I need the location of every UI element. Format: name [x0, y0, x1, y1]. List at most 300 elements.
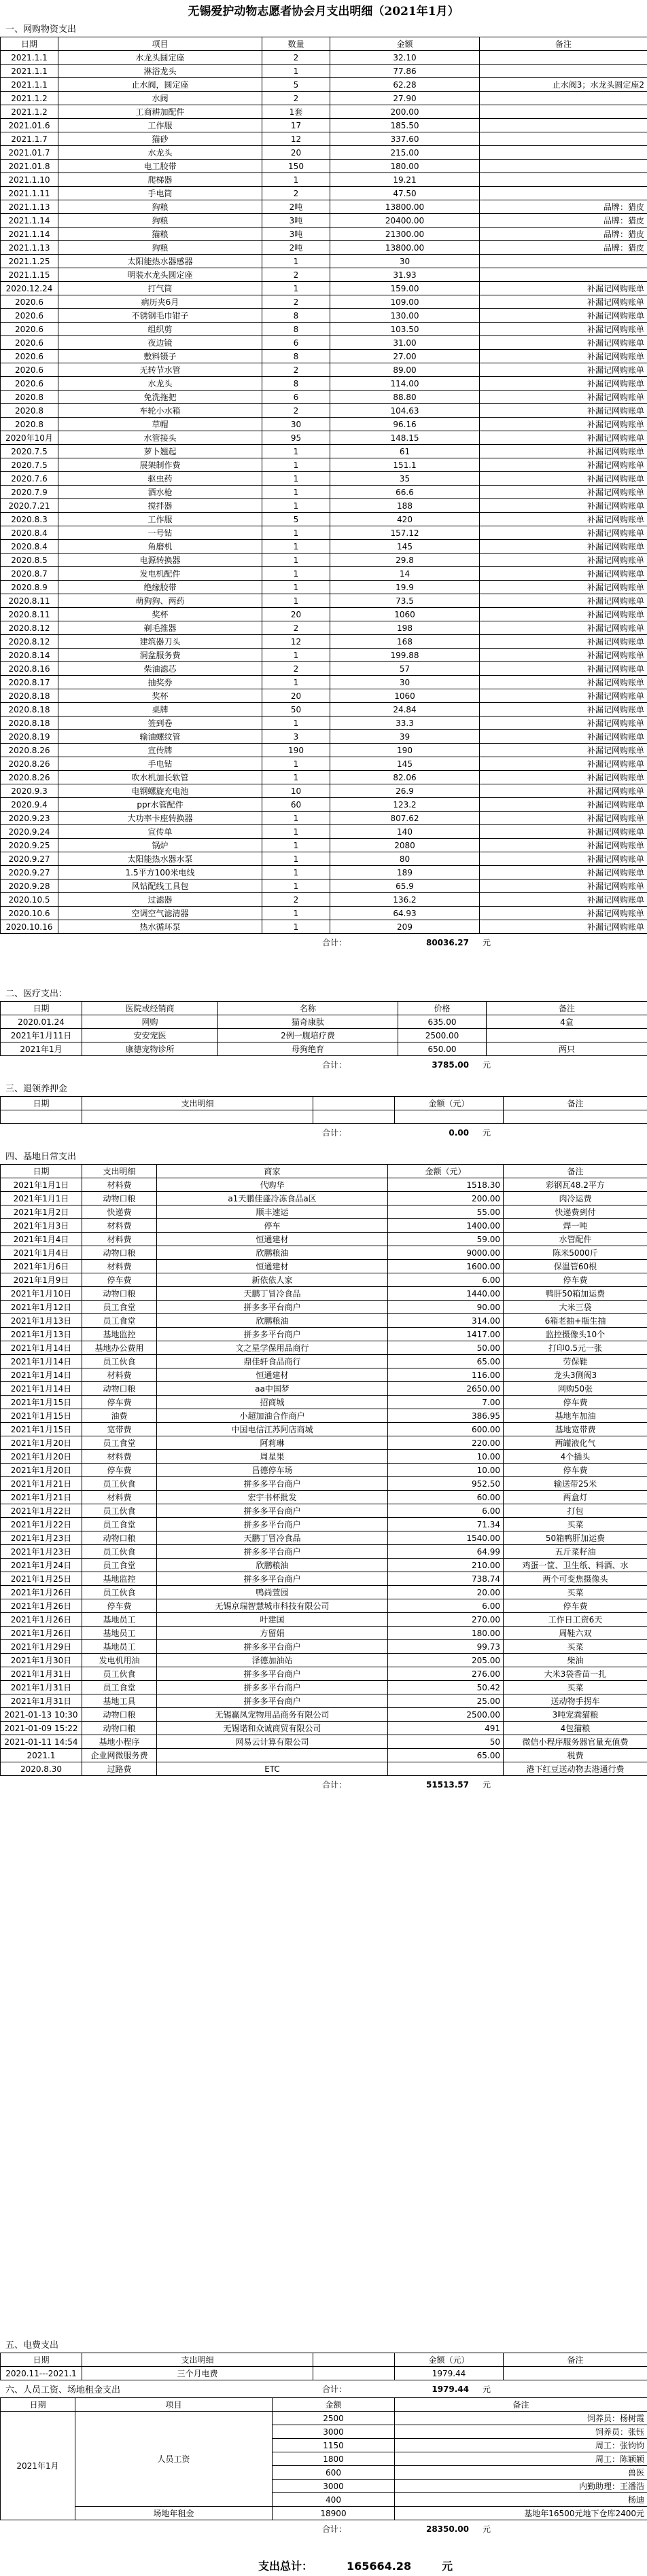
table-cell: 2021年1月23日 [1, 1545, 82, 1559]
table-cell: 807.62 [330, 812, 480, 825]
table-cell: 1060 [330, 689, 480, 703]
table-cell: 2吨 [262, 241, 330, 255]
table-cell: 动物口粮 [82, 1246, 157, 1260]
table-row [1, 1627, 647, 1640]
table-row [1, 1681, 647, 1694]
table-cell: 738.74 [388, 1572, 504, 1586]
table-row [1, 1464, 647, 1477]
table-cell: 2020.8.18 [1, 689, 58, 703]
table-cell: 2021年1月31日 [1, 1681, 82, 1694]
table-row [1, 1192, 647, 1205]
table-cell: 拼多多平台商户 [157, 1681, 388, 1694]
table-cell: 2021年1月1日 [1, 1178, 82, 1192]
table-cell: 补漏记网购账单 [480, 703, 647, 716]
table-cell: 恒通建材 [157, 1260, 388, 1273]
page-title: 无锡爱护动物志愿者协会月支出明细（2021年1月） [188, 5, 459, 18]
table-cell: 欣鹏粮油 [157, 1559, 388, 1572]
table-cell [480, 51, 647, 65]
table-cell: 2 [262, 268, 330, 282]
table-cell: 2021年1月10日 [1, 1287, 82, 1301]
grand-total-value: 165664.28 [347, 2560, 412, 2573]
table-cell: 1400.00 [388, 1219, 504, 1233]
table-cell: 25.00 [388, 1694, 504, 1708]
table-row [1, 1423, 647, 1436]
table-cell: 2020.8.11 [1, 608, 58, 621]
table-row [1, 1382, 647, 1396]
table-cell: 材料费 [82, 1260, 157, 1273]
table-row [1, 907, 647, 920]
table-cell: 两罐液化气 [504, 1436, 647, 1450]
table-cell: 180.00 [388, 1627, 504, 1640]
table-cell: 2 [262, 363, 330, 377]
grand-total-label: 支出总计： [258, 2560, 313, 2573]
table-row [1, 1368, 647, 1382]
table-cell: 20 [262, 146, 330, 160]
table-cell: 鸡蛋一筐、卫生纸、料酒、水 [504, 1559, 647, 1572]
table-cell: 1 [262, 472, 330, 486]
table-cell: 手电钻 [58, 757, 262, 771]
table-row [1, 431, 647, 445]
table-cell: 2020.9.23 [1, 812, 58, 825]
table-cell: 夜边镜 [58, 336, 262, 350]
table-cell: 3吨宠粪猫粮 [504, 1708, 647, 1722]
table-cell: 2021年1月14日 [1, 1368, 82, 1382]
column-header [313, 1097, 395, 1110]
table-row [1, 404, 647, 418]
table-cell: 补漏记网购账单 [480, 649, 647, 662]
table-cell: 200.00 [388, 1192, 504, 1205]
table-cell: 拼多多平台商户 [157, 1694, 388, 1708]
table-row [1, 1654, 647, 1667]
table-cell: 补漏记网购账单 [480, 608, 647, 621]
table-cell: 2020.8.12 [1, 621, 58, 635]
table-cell: 60 [262, 798, 330, 812]
table-cell: 周星果 [157, 1450, 388, 1464]
table-row [1, 1029, 647, 1042]
table-cell: 66.6 [330, 486, 480, 499]
table-cell: 输送带25米 [504, 1477, 647, 1491]
table-row [1, 1708, 647, 1722]
table-cell: 2021年1月13日 [1, 1328, 82, 1341]
table-row [1, 716, 647, 730]
table-cell: 2020.6 [1, 336, 58, 350]
table-cell: 基地工具 [82, 1694, 157, 1708]
table-cell: 50 [262, 703, 330, 716]
table-cell: 136.2 [330, 893, 480, 907]
table-cell: 补漏记网购账单 [480, 716, 647, 730]
table-row [1, 336, 647, 350]
table-cell: 拼多多平台商户 [157, 1504, 388, 1518]
table-header-row [1, 2353, 647, 2367]
table-cell: 31.00 [330, 336, 480, 350]
table-cell: 角磨机 [58, 540, 262, 554]
table-cell: 50.00 [388, 1341, 504, 1355]
table-cell: 饲养员：张钰 [395, 2425, 647, 2439]
table-cell: 鸭尚萱园 [157, 1586, 388, 1599]
table-cell: 1 [262, 594, 330, 608]
table-cell: 拼多多平台商户 [157, 1328, 388, 1341]
table-cell: 2020.7.21 [1, 499, 58, 513]
table-cell: 补漏记网购账单 [480, 825, 647, 839]
section-heading-daily-expenses: 四、基地日常支出 [5, 1152, 77, 1162]
table-row [1, 798, 647, 812]
table-row [1, 1477, 647, 1491]
table-cell: 补漏记网购账单 [480, 526, 647, 540]
table-cell: 2020.9.25 [1, 839, 58, 852]
table-row [1, 744, 647, 757]
table-cell: 4个插头 [504, 1450, 647, 1464]
table-row [1, 92, 647, 105]
table-cell: 1 [262, 581, 330, 594]
table-cell: 手电筒 [58, 187, 262, 200]
table-row [1, 526, 647, 540]
column-header: 日期 [1, 2398, 75, 2412]
table-cell: 昌德停车场 [157, 1464, 388, 1477]
table-cell: 两个可变焦摄像头 [504, 1572, 647, 1586]
table-cell: 220.00 [388, 1436, 504, 1450]
table-cell: 1 [262, 567, 330, 581]
table-cell: 五斤菜籽油 [504, 1545, 647, 1559]
table-cell: 30 [330, 255, 480, 268]
table-cell: 补漏记网购账单 [480, 295, 647, 309]
column-header: 备注 [504, 1165, 647, 1178]
table-row [1, 594, 647, 608]
table-row [1, 621, 647, 635]
table-cell: 2021年1月20日 [1, 1464, 82, 1477]
table-cell: 补漏记网购账单 [480, 309, 647, 323]
table-row [1, 282, 647, 295]
table-cell: 恒通建材 [157, 1368, 388, 1382]
table-cell: 2吨 [262, 200, 330, 214]
table-cell: 2021年1月3日 [1, 1219, 82, 1233]
table-cell: 无锡诺和众诚商贸有限公司 [157, 1722, 388, 1735]
table-cell: 过路费 [82, 1762, 157, 1776]
table-cell: 抽奖券 [58, 676, 262, 689]
table-cell: 210.00 [388, 1559, 504, 1572]
table-cell: 2020.8.17 [1, 676, 58, 689]
table-cell: 不锈钢毛巾钳子 [58, 309, 262, 323]
table-cell: 网易云计算有限公司 [157, 1735, 388, 1749]
table-cell: 狗粮 [58, 241, 262, 255]
column-header: 项目 [75, 2398, 273, 2412]
table-cell: 补漏记网购账单 [480, 594, 647, 608]
column-header: 价格 [398, 1002, 487, 1015]
table-cell: 8 [262, 377, 330, 391]
table-cell: 补漏记网购账单 [480, 676, 647, 689]
table-cell: 补漏记网购账单 [480, 363, 647, 377]
table-cell: 拼多多平台商户 [157, 1518, 388, 1531]
table-cell: 2020.6 [1, 295, 58, 309]
table-cell: 淋浴龙头 [58, 65, 262, 78]
table-cell: 2021.1.2 [1, 105, 58, 119]
table-row [1, 1694, 647, 1708]
table-cell: 30 [262, 418, 330, 431]
table-row [1, 309, 647, 323]
table-cell: 13800.00 [330, 241, 480, 255]
table-row [1, 866, 647, 879]
table-cell: 4盒 [487, 1015, 647, 1029]
grand-total-unit: 元 [442, 2560, 453, 2573]
table-cell: 2020.6 [1, 323, 58, 336]
table-row [1, 1667, 647, 1681]
daily-expenses-total [0, 1778, 647, 1792]
table-cell: 补漏记网购账单 [480, 350, 647, 363]
table-cell: 停车费 [82, 1396, 157, 1409]
table-row [1, 554, 647, 567]
table-cell: 2020.8.26 [1, 771, 58, 784]
table-cell: 陈米5000斤 [504, 1246, 647, 1260]
table-cell: 188 [330, 499, 480, 513]
table-cell: 2020.6 [1, 363, 58, 377]
table-cell: 员工食堂 [82, 1681, 157, 1694]
table-cell: 动物口粮 [82, 1192, 157, 1205]
table-cell: 650.00 [398, 1042, 487, 1056]
table-cell: 2020.8.18 [1, 716, 58, 730]
table-row [1, 852, 647, 866]
table-cell: 151.1 [330, 458, 480, 472]
table-cell: 鼎佳轩食品商行 [157, 1355, 388, 1368]
table-cell: 补漏记网购账单 [480, 744, 647, 757]
table-cell: 9000.00 [388, 1246, 504, 1260]
table-cell [504, 1110, 647, 1124]
table-cell: 吹水机加长软管 [58, 771, 262, 784]
table-cell: 1518.30 [388, 1178, 504, 1192]
table-cell: 2020.8.5 [1, 554, 58, 567]
table-cell: 补漏记网购账单 [480, 784, 647, 798]
table-cell: 96.16 [330, 418, 480, 431]
table-cell: 6.00 [388, 1273, 504, 1287]
table-cell: 600.00 [388, 1423, 504, 1436]
table-cell: 基地员工 [82, 1613, 157, 1627]
table-cell [480, 268, 647, 282]
table-cell [313, 2367, 395, 2380]
table-cell: 基地年16500元地下仓库2400元 [395, 2507, 647, 2520]
table-cell: 50.42 [388, 1681, 504, 1694]
table-cell: 2021年1月25日 [1, 1572, 82, 1586]
table-row [1, 1233, 647, 1246]
table-cell: 1 [262, 839, 330, 852]
table-cell: 港下红豆送动物去港通行费 [504, 1762, 647, 1776]
table-cell: 剃毛推器 [58, 621, 262, 635]
table-row [1, 784, 647, 798]
column-header: 金额（元） [388, 1165, 504, 1178]
table-row [1, 608, 647, 621]
table-cell: 补漏记网购账单 [480, 907, 647, 920]
table-cell: 2020.8.3 [1, 513, 58, 526]
table-cell: 2 [262, 662, 330, 676]
table-row [1, 1545, 647, 1559]
table-cell: 1 [262, 554, 330, 567]
table-cell: 420 [330, 513, 480, 526]
table-cell: 彩钢瓦48.2平方 [504, 1178, 647, 1192]
table-cell [487, 1029, 647, 1042]
table-cell: 2021年1月23日 [1, 1531, 82, 1545]
table-cell: 21300.00 [330, 228, 480, 241]
table-cell: 龙头3侧阀3 [504, 1368, 647, 1382]
table-cell: 企业网微服务费 [82, 1749, 157, 1762]
table-cell: 2021年1月26日 [1, 1586, 82, 1599]
table-row [1, 730, 647, 744]
table-cell: 停车费 [504, 1599, 647, 1613]
table-cell: 12 [262, 635, 330, 649]
table-cell: 员工食堂 [82, 1301, 157, 1314]
table-cell: 2021年1月9日 [1, 1273, 82, 1287]
table-cell: 2021-01-11 14:54 [1, 1735, 82, 1749]
table-row [1, 771, 647, 784]
column-header: 名称 [218, 1002, 398, 1015]
table-cell: 大功率卡座转换器 [58, 812, 262, 825]
table-cell: 2020.8.16 [1, 662, 58, 676]
table-cell: 5 [262, 513, 330, 526]
table-cell: 水阀 [58, 92, 262, 105]
table-cell: 2021年1月26日 [1, 1613, 82, 1627]
table-cell: 32.10 [330, 51, 480, 65]
table-row [1, 119, 647, 132]
table-cell: 补漏记网购账单 [480, 377, 647, 391]
table-cell: 补漏记网购账单 [480, 445, 647, 458]
table-cell: 萝卜翘起 [58, 445, 262, 458]
table-cell: 补漏记网购账单 [480, 798, 647, 812]
table-cell: 爬梯器 [58, 173, 262, 187]
table-cell: 2020.6 [1, 309, 58, 323]
section-heading-salary-rent: 六、人员工资、场地租金支出 [5, 2385, 121, 2395]
table-cell: 123.2 [330, 798, 480, 812]
table-cell: 基地员工 [82, 1627, 157, 1640]
table-cell: 补漏记网购账单 [480, 431, 647, 445]
table-cell: 57 [330, 662, 480, 676]
table-cell: 6 [262, 336, 330, 350]
table-cell: 两只 [487, 1042, 647, 1056]
column-header: 金额 [273, 2398, 395, 2412]
table-cell: 1150 [273, 2439, 395, 2452]
table-cell: 宣传单 [58, 825, 262, 839]
table-cell: 快递费到付 [504, 1205, 647, 1219]
table-cell: 2020.8.11 [1, 594, 58, 608]
table-cell: 2 [262, 51, 330, 65]
table-row [1, 1749, 647, 1762]
table-cell: 补漏记网购账单 [480, 689, 647, 703]
column-header: 备注 [504, 1097, 647, 1110]
salary-rent-table [0, 2397, 647, 2520]
table-cell: 104.63 [330, 404, 480, 418]
table-row [1, 649, 647, 662]
table-cell: 205.00 [388, 1654, 504, 1667]
table-cell: 打印0.5元一张 [504, 1341, 647, 1355]
table-cell: 风钻配线工具包 [58, 879, 262, 893]
table-row [1, 445, 647, 458]
table-cell: 1.5平方100米电线 [58, 866, 262, 879]
table-cell: 小超加油合作商户 [157, 1409, 388, 1423]
table-row [1, 1178, 647, 1192]
table-cell: 草帽 [58, 418, 262, 431]
table-cell: 6.00 [388, 1504, 504, 1518]
table-cell: 2020.10.16 [1, 920, 58, 934]
table-cell: 2021.1.15 [1, 268, 58, 282]
table-cell: 99.73 [388, 1640, 504, 1654]
table-row [1, 1735, 647, 1749]
table-cell: ETC [157, 1762, 388, 1776]
table-cell: 补漏记网购账单 [480, 879, 647, 893]
table-row [1, 1559, 647, 1572]
table-cell: 2020.8.14 [1, 649, 58, 662]
table-row [1, 635, 647, 649]
table-cell: 116.00 [388, 1368, 504, 1382]
table-cell: 监控摄像头10个 [504, 1328, 647, 1341]
table-cell: 2021年1月21日 [1, 1491, 82, 1504]
salary-rent-total [0, 2522, 647, 2536]
table-cell: 1 [262, 173, 330, 187]
table-cell: 2020.12.24 [1, 282, 58, 295]
table-cell: 补漏记网购账单 [480, 581, 647, 594]
table-cell: 止水阀，圆定座 [58, 78, 262, 92]
table-cell: 2021年1月4日 [1, 1233, 82, 1246]
table-cell: 安安宠医 [82, 1029, 218, 1042]
table-cell: 补漏记网购账单 [480, 323, 647, 336]
table-cell: 员工伙食 [82, 1586, 157, 1599]
table-cell: 1 [262, 771, 330, 784]
table-cell [157, 1749, 388, 1762]
table-cell: 2021年1月30日 [1, 1654, 82, 1667]
table-cell: 39 [330, 730, 480, 744]
table-cell: 打气筒 [58, 282, 262, 295]
table-cell: 材料费 [82, 1219, 157, 1233]
table-cell: 兽医 [395, 2466, 647, 2480]
table-cell: 2020.9.28 [1, 879, 58, 893]
total-value: 3785.00 [432, 1060, 469, 1070]
online-purchases-table [0, 37, 647, 934]
electricity-table [0, 2353, 647, 2380]
table-cell: 2021.1.1 [1, 78, 58, 92]
table-cell: 6 [262, 391, 330, 404]
table-cell: 电工胶带 [58, 160, 262, 173]
table-cell: 1 [262, 499, 330, 513]
table-row [1, 268, 647, 282]
table-cell: 猫奇康肽 [218, 1015, 398, 1029]
table-cell: 材料费 [82, 1491, 157, 1504]
table-cell: 买菜 [504, 1681, 647, 1694]
table-cell: 189 [330, 866, 480, 879]
column-header: 商家 [157, 1165, 388, 1178]
table-cell: 2021.01.6 [1, 119, 58, 132]
table-row [1, 839, 647, 852]
table-cell: 补漏记网购账单 [480, 730, 647, 744]
table-cell: 补漏记网购账单 [480, 499, 647, 513]
table-cell: 送动物手拐车 [504, 1694, 647, 1708]
table-cell: 1 [262, 852, 330, 866]
table-cell: 过滤器 [58, 893, 262, 907]
table-cell: 2021年1月11日 [1, 1029, 82, 1042]
table-row [1, 676, 647, 689]
table-cell: 2020.8.26 [1, 757, 58, 771]
table-cell: 2020.9.24 [1, 825, 58, 839]
table-row [1, 920, 647, 934]
table-cell: 肉冷运费 [504, 1192, 647, 1205]
table-cell: 20 [262, 608, 330, 621]
table-cell: 补漏记网购账单 [480, 418, 647, 431]
table-cell: 65.00 [388, 1355, 504, 1368]
table-row [1, 513, 647, 526]
table-cell: 网购50张 [504, 1382, 647, 1396]
column-header: 备注 [480, 37, 647, 51]
table-cell: 发电机用油 [82, 1654, 157, 1667]
table-cell: 停车费 [504, 1464, 647, 1477]
table-row [1, 1409, 647, 1423]
table-cell: 猫砂 [58, 132, 262, 146]
table-cell: 209 [330, 920, 480, 934]
table-row [1, 418, 647, 431]
table-cell: 2020.9.3 [1, 784, 58, 798]
table-cell: 材料费 [82, 1368, 157, 1382]
